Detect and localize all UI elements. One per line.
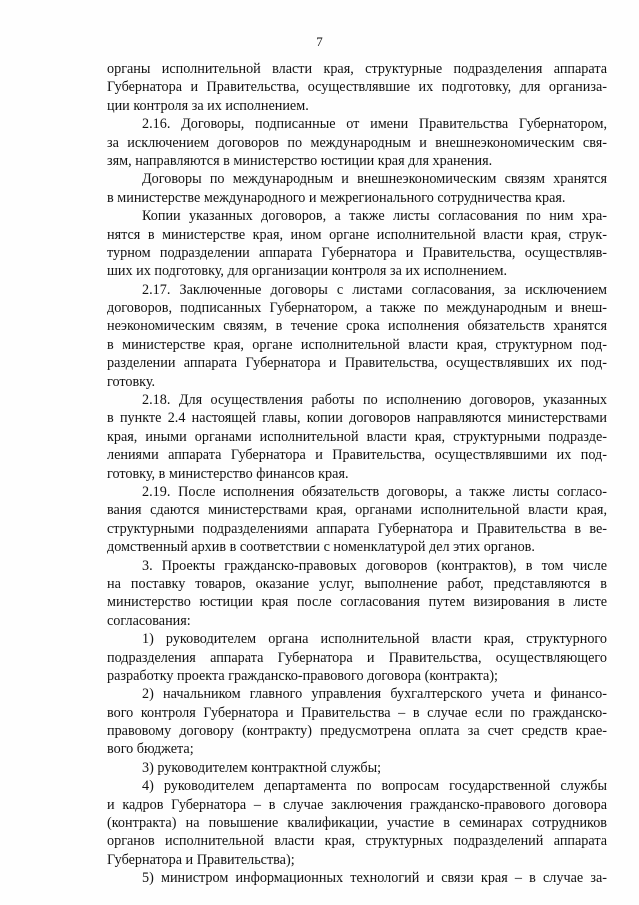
text-line: 2.17. Заключенные договоры с листами согласования, за исключением	[142, 281, 607, 298]
text-line: неэкономическим связям, в течение срока исполнения обязательств хранятся	[107, 318, 607, 335]
text-line: 2.19. После исполнения обязательств договоры, а также листы согласо-	[142, 483, 607, 500]
text-line: готовку, в министерство финансов края.	[107, 465, 349, 482]
text-line: структурными подразделениями аппарата Губернатора и Правительства в ве-	[107, 520, 607, 537]
text-line: в министерстве края, органе исполнительной власти края, структурном под-	[107, 336, 607, 353]
text-line: правовому договору (контракту) предусмотрена оплата за счет средств крае-	[107, 723, 607, 740]
text-line: органов исполнительной власти края, структурных подразделений аппарата	[107, 833, 607, 850]
text-line: Губернатора и Правительства, осуществлявшие их подготовку, для организа-	[107, 79, 607, 96]
text-line: 2.18. Для осуществления работы по исполнению договоров, указанных	[142, 392, 607, 409]
text-line: на поставку товаров, оказание услуг, выполнение работ, представляются в	[107, 575, 607, 592]
text-line: договоров, подписанных Губернатором, а также по международным и внеш-	[107, 300, 607, 317]
text-line: вого бюджета;	[107, 741, 194, 758]
text-line: согласования:	[107, 612, 191, 629]
text-line: готовку.	[107, 373, 156, 390]
text-line: 2.16. Договоры, подписанные от имени Правительства Губернатором,	[142, 116, 607, 133]
text-line: лениями аппарата Губернатора и Правительства, осуществлявшими их под-	[107, 447, 607, 464]
text-line: ции контроля за их исполнением.	[107, 97, 309, 114]
body-text	[107, 60, 607, 888]
text-line: органы исполнительной власти края, структурные подразделения аппарата	[107, 61, 607, 77]
text-line: нятся в министерстве края, ином органе исполнительной власти края, струк-	[107, 226, 607, 243]
text-line: 2) начальником главного управления бухгалтерского учета и финансо-	[142, 686, 607, 703]
text-line: 1) руководителем органа исполнительной власти края, структурного	[142, 631, 607, 648]
text-line: 4) руководителем департамента по вопросам государственной службы	[142, 778, 607, 795]
text-line: вания сдаются министерствами края, органами исполнительной власти края,	[107, 502, 607, 519]
text-line: разделении аппарата Губернатора и Правительства, осуществлявших их под-	[107, 355, 607, 372]
text-line: Губернатора и Правительства);	[107, 851, 295, 868]
text-line: 3) руководителем контрактной службы;	[142, 759, 382, 776]
text-line: вого контроля Губернатора и Правительства – в случае если по гражданско-	[107, 704, 607, 721]
text-line: 5) министром информационных технологий и связи края – в случае за-	[142, 870, 607, 887]
text-line: домственный архив в соответствии с номенклатурой дел этих органов.	[107, 539, 535, 556]
text-line: турном подразделении аппарата Губернатора и Правительства, осуществляв-	[107, 244, 607, 261]
text-line: края, иными органами исполнительной власти края, структурными подразде-	[107, 428, 607, 445]
page-number: 7	[316, 34, 323, 49]
text-line: разработку проекта гражданско-правового договора (контракта);	[107, 667, 498, 684]
text-line: и кадров Губернатора – в случае заключения гражданско-правового договора	[107, 796, 607, 813]
text-line: в пункте 2.4 настоящей главы, копии договоров направляются министерствами	[107, 410, 607, 427]
text-line: министерство юстиции края после согласования путем визирования в листе	[107, 594, 607, 611]
text-line: 3. Проекты гражданско-правовых договоров (контрактов), в том числе	[142, 557, 607, 574]
text-line: ших их подготовку, для организации контроля за их исполнением.	[107, 263, 508, 280]
text-line: зям, направляются в министерство юстиции края для хранения.	[107, 152, 493, 169]
text-line: (контракта) на повышение квалификации, участие в семинарах сотрудников	[107, 815, 607, 832]
text-line: подразделения аппарата Губернатора и Правительства, осуществляющего	[107, 649, 607, 666]
text-line: Договоры по международным и внешнеэкономическим связям хранятся	[142, 171, 607, 188]
text-line: в министерстве международного и межрегионального сотрудничества края.	[107, 189, 566, 206]
text-line: за исключением договоров по международным и внешнеэкономическим свя-	[107, 134, 607, 151]
text-line: Копии указанных договоров, а также листы согласования по ним хра-	[142, 208, 607, 225]
